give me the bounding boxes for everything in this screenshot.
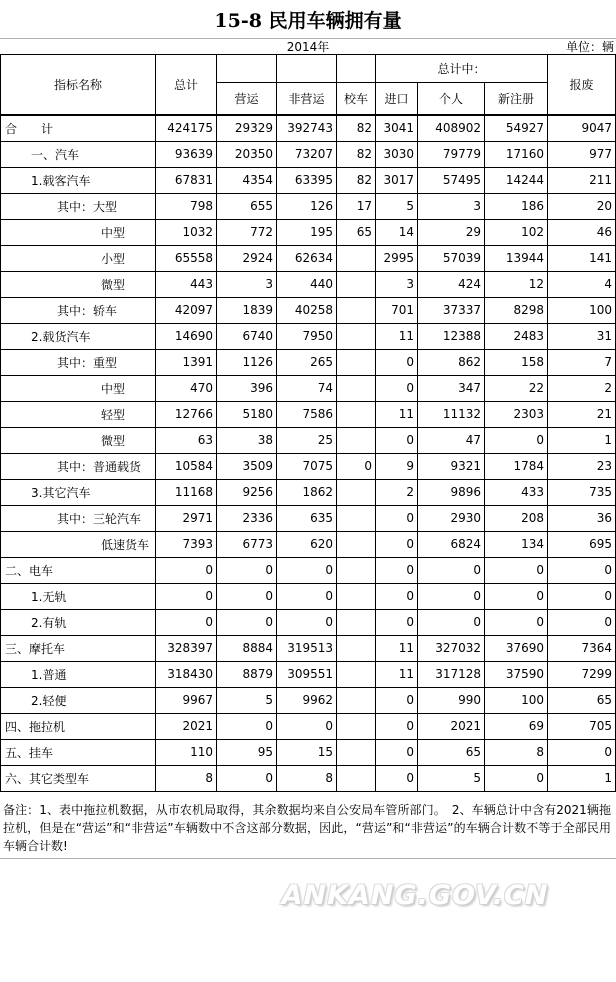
- cell-personal: 57039: [418, 245, 485, 271]
- cell-personal: 862: [418, 349, 485, 375]
- cell-new-registered: 8: [485, 739, 548, 765]
- cell-non-operating: 62634: [277, 245, 337, 271]
- table-row: [1, 193, 616, 219]
- cell-total: 8: [156, 765, 217, 791]
- cell-total: 2021: [156, 713, 217, 739]
- header-indicator: 指标名称: [1, 55, 156, 115]
- cell-imported: 0: [376, 375, 418, 401]
- cell-school-bus: [337, 297, 376, 323]
- table-row: [1, 219, 616, 245]
- cell-imported: 0: [376, 557, 418, 583]
- cell-non-operating: 0: [277, 557, 337, 583]
- cell-imported: 3030: [376, 141, 418, 167]
- vehicle-ownership-table: [0, 54, 616, 792]
- row-label: 1.载客汽车: [1, 167, 156, 193]
- cell-non-operating: 620: [277, 531, 337, 557]
- cell-school-bus: [337, 635, 376, 661]
- cell-new-registered: 0: [485, 427, 548, 453]
- cell-scrapped: 4: [548, 271, 616, 297]
- header-imported: 进口: [376, 83, 418, 115]
- cell-scrapped: 211: [548, 167, 616, 193]
- header-blank-c: [337, 55, 376, 83]
- row-label: 五、挂车: [1, 739, 156, 765]
- table-body: [1, 115, 616, 792]
- cell-operating: 29329: [217, 115, 277, 142]
- row-label: 1.普通: [1, 661, 156, 687]
- table-subheader: [0, 38, 616, 55]
- cell-total: 110: [156, 739, 217, 765]
- row-label: 六、其它类型车: [1, 765, 156, 791]
- cell-new-registered: 14244: [485, 167, 548, 193]
- table-row: [1, 375, 616, 401]
- cell-personal: 12388: [418, 323, 485, 349]
- cell-total: 67831: [156, 167, 217, 193]
- cell-operating: 5180: [217, 401, 277, 427]
- cell-total: 0: [156, 609, 217, 635]
- header-of-total: 总计中：: [376, 55, 548, 83]
- table-row: [1, 531, 616, 557]
- cell-non-operating: 8: [277, 765, 337, 791]
- table-row: [1, 765, 616, 791]
- cell-new-registered: 186: [485, 193, 548, 219]
- cell-school-bus: 82: [337, 167, 376, 193]
- cell-operating: 396: [217, 375, 277, 401]
- cell-non-operating: 392743: [277, 115, 337, 142]
- cell-new-registered: 0: [485, 765, 548, 791]
- table-row: [1, 297, 616, 323]
- cell-operating: 0: [217, 765, 277, 791]
- cell-new-registered: 13944: [485, 245, 548, 271]
- cell-personal: 0: [418, 609, 485, 635]
- cell-total: 1391: [156, 349, 217, 375]
- cell-personal: 424: [418, 271, 485, 297]
- cell-new-registered: 100: [485, 687, 548, 713]
- cell-school-bus: 82: [337, 141, 376, 167]
- row-label: 其中：轿车: [1, 297, 156, 323]
- cell-non-operating: 1862: [277, 479, 337, 505]
- header-blank-a: [217, 55, 277, 83]
- cell-school-bus: 0: [337, 453, 376, 479]
- cell-personal: 2930: [418, 505, 485, 531]
- cell-imported: 701: [376, 297, 418, 323]
- cell-non-operating: 319513: [277, 635, 337, 661]
- cell-imported: 0: [376, 531, 418, 557]
- cell-personal: 37337: [418, 297, 485, 323]
- header-personal: 个人: [418, 83, 485, 115]
- cell-new-registered: 54927: [485, 115, 548, 142]
- cell-scrapped: 1: [548, 765, 616, 791]
- cell-imported: 11: [376, 635, 418, 661]
- cell-scrapped: 46: [548, 219, 616, 245]
- cell-imported: 0: [376, 713, 418, 739]
- cell-personal: 65: [418, 739, 485, 765]
- cell-personal: 347: [418, 375, 485, 401]
- row-label: 三、摩托车: [1, 635, 156, 661]
- cell-operating: 8884: [217, 635, 277, 661]
- cell-new-registered: 17160: [485, 141, 548, 167]
- cell-scrapped: 1: [548, 427, 616, 453]
- cell-school-bus: [337, 401, 376, 427]
- cell-new-registered: 433: [485, 479, 548, 505]
- cell-imported: 3017: [376, 167, 418, 193]
- unit-label: 单位：辆: [565, 40, 614, 54]
- cell-total: 14690: [156, 323, 217, 349]
- cell-imported: 5: [376, 193, 418, 219]
- cell-scrapped: 9047: [548, 115, 616, 142]
- cell-total: 65558: [156, 245, 217, 271]
- cell-non-operating: 0: [277, 713, 337, 739]
- table-row: [1, 505, 616, 531]
- cell-non-operating: 265: [277, 349, 337, 375]
- cell-total: 1032: [156, 219, 217, 245]
- cell-operating: 0: [217, 557, 277, 583]
- cell-total: 7393: [156, 531, 217, 557]
- cell-imported: 2: [376, 479, 418, 505]
- cell-total: 42097: [156, 297, 217, 323]
- row-label: 3.其它汽车: [1, 479, 156, 505]
- cell-scrapped: 0: [548, 557, 616, 583]
- cell-personal: 327032: [418, 635, 485, 661]
- cell-non-operating: 195: [277, 219, 337, 245]
- cell-imported: 0: [376, 687, 418, 713]
- row-label: 2.载货汽车: [1, 323, 156, 349]
- cell-scrapped: 7299: [548, 661, 616, 687]
- cell-scrapped: 695: [548, 531, 616, 557]
- cell-scrapped: 23: [548, 453, 616, 479]
- cell-personal: 11132: [418, 401, 485, 427]
- cell-school-bus: [337, 687, 376, 713]
- header-operating: 营运: [217, 83, 277, 115]
- cell-school-bus: 65: [337, 219, 376, 245]
- cell-personal: 2021: [418, 713, 485, 739]
- cell-school-bus: [337, 557, 376, 583]
- table-row: [1, 557, 616, 583]
- header-blank-b: [277, 55, 337, 83]
- header-total: 总计: [156, 55, 217, 115]
- cell-non-operating: 7075: [277, 453, 337, 479]
- cell-total: 0: [156, 557, 217, 583]
- cell-total: 93639: [156, 141, 217, 167]
- cell-new-registered: 158: [485, 349, 548, 375]
- table-row: [1, 271, 616, 297]
- cell-imported: 0: [376, 739, 418, 765]
- cell-personal: 0: [418, 557, 485, 583]
- cell-total: 0: [156, 583, 217, 609]
- row-label: 合 计: [1, 115, 156, 142]
- cell-total: 11168: [156, 479, 217, 505]
- cell-non-operating: 25: [277, 427, 337, 453]
- row-label: 微型: [1, 427, 156, 453]
- cell-new-registered: 0: [485, 583, 548, 609]
- cell-operating: 3509: [217, 453, 277, 479]
- cell-new-registered: 69: [485, 713, 548, 739]
- cell-operating: 772: [217, 219, 277, 245]
- footnote-divider: [0, 858, 616, 859]
- row-label: 低速货车: [1, 531, 156, 557]
- cell-non-operating: 63395: [277, 167, 337, 193]
- table-row: [1, 635, 616, 661]
- cell-non-operating: 40258: [277, 297, 337, 323]
- cell-operating: 1839: [217, 297, 277, 323]
- cell-personal: 29: [418, 219, 485, 245]
- cell-new-registered: 22: [485, 375, 548, 401]
- cell-total: 328397: [156, 635, 217, 661]
- header-school-bus: 校车: [337, 83, 376, 115]
- row-label: 二、电车: [1, 557, 156, 583]
- cell-personal: 3: [418, 193, 485, 219]
- row-label: 四、拖拉机: [1, 713, 156, 739]
- cell-total: 470: [156, 375, 217, 401]
- cell-personal: 317128: [418, 661, 485, 687]
- table-row: [1, 739, 616, 765]
- cell-operating: 2924: [217, 245, 277, 271]
- cell-scrapped: 2: [548, 375, 616, 401]
- table-row: [1, 141, 616, 167]
- cell-scrapped: 31: [548, 323, 616, 349]
- cell-personal: 79779: [418, 141, 485, 167]
- cell-new-registered: 2303: [485, 401, 548, 427]
- cell-total: 12766: [156, 401, 217, 427]
- cell-non-operating: 635: [277, 505, 337, 531]
- cell-non-operating: 440: [277, 271, 337, 297]
- row-label: 其中：三轮汽车: [1, 505, 156, 531]
- cell-imported: 0: [376, 609, 418, 635]
- table-row: [1, 479, 616, 505]
- cell-personal: 0: [418, 583, 485, 609]
- cell-personal: 47: [418, 427, 485, 453]
- cell-total: 9967: [156, 687, 217, 713]
- table-row: [1, 167, 616, 193]
- cell-personal: 57495: [418, 167, 485, 193]
- row-label: 其中：普通载货: [1, 453, 156, 479]
- cell-scrapped: 0: [548, 609, 616, 635]
- cell-scrapped: 141: [548, 245, 616, 271]
- cell-scrapped: 65: [548, 687, 616, 713]
- cell-scrapped: 100: [548, 297, 616, 323]
- table-row: [1, 713, 616, 739]
- cell-new-registered: 37590: [485, 661, 548, 687]
- cell-personal: 990: [418, 687, 485, 713]
- row-label: 一、汽车: [1, 141, 156, 167]
- cell-operating: 0: [217, 713, 277, 739]
- cell-personal: 408902: [418, 115, 485, 142]
- cell-new-registered: 12: [485, 271, 548, 297]
- cell-scrapped: 735: [548, 479, 616, 505]
- cell-scrapped: 705: [548, 713, 616, 739]
- cell-imported: 11: [376, 401, 418, 427]
- cell-school-bus: [337, 583, 376, 609]
- row-label: 1.无轨: [1, 583, 156, 609]
- cell-operating: 95: [217, 739, 277, 765]
- cell-school-bus: [337, 661, 376, 687]
- table-row: [1, 323, 616, 349]
- cell-school-bus: [337, 271, 376, 297]
- cell-imported: 14: [376, 219, 418, 245]
- row-label: 中型: [1, 375, 156, 401]
- cell-total: 443: [156, 271, 217, 297]
- row-label: 微型: [1, 271, 156, 297]
- cell-school-bus: [337, 609, 376, 635]
- table-row: [1, 687, 616, 713]
- cell-school-bus: [337, 245, 376, 271]
- cell-scrapped: 20: [548, 193, 616, 219]
- cell-non-operating: 7950: [277, 323, 337, 349]
- table-row: [1, 661, 616, 687]
- cell-school-bus: [337, 349, 376, 375]
- table-row: [1, 401, 616, 427]
- cell-operating: 38: [217, 427, 277, 453]
- cell-imported: 9: [376, 453, 418, 479]
- cell-non-operating: 15: [277, 739, 337, 765]
- cell-new-registered: 1784: [485, 453, 548, 479]
- cell-personal: 6824: [418, 531, 485, 557]
- cell-scrapped: 21: [548, 401, 616, 427]
- cell-scrapped: 0: [548, 583, 616, 609]
- cell-new-registered: 37690: [485, 635, 548, 661]
- row-label: 2.轻便: [1, 687, 156, 713]
- cell-total: 2971: [156, 505, 217, 531]
- cell-imported: 0: [376, 349, 418, 375]
- cell-new-registered: 0: [485, 609, 548, 635]
- cell-scrapped: 7: [548, 349, 616, 375]
- cell-imported: 3041: [376, 115, 418, 142]
- cell-school-bus: [337, 739, 376, 765]
- row-label: 其中：重型: [1, 349, 156, 375]
- cell-non-operating: 126: [277, 193, 337, 219]
- cell-school-bus: [337, 531, 376, 557]
- cell-total: 424175: [156, 115, 217, 142]
- header-non-operating: 非营运: [277, 83, 337, 115]
- cell-total: 10584: [156, 453, 217, 479]
- row-label: 2.有轨: [1, 609, 156, 635]
- cell-scrapped: 977: [548, 141, 616, 167]
- cell-personal: 5: [418, 765, 485, 791]
- cell-school-bus: 82: [337, 115, 376, 142]
- cell-school-bus: [337, 479, 376, 505]
- table-row: [1, 583, 616, 609]
- table-row: [1, 245, 616, 271]
- cell-imported: 11: [376, 323, 418, 349]
- cell-non-operating: 73207: [277, 141, 337, 167]
- cell-new-registered: 8298: [485, 297, 548, 323]
- cell-school-bus: [337, 505, 376, 531]
- cell-operating: 5: [217, 687, 277, 713]
- footnote: 备注：1、表中拖拉机数据，从市农机局取得，其余数据均来自公安局车管所部门。 2、车辆总计中含有2021辆拖拉机，但是在“营运”和“非营运”车辆数中不含这部分数据，因此，“营运”和“非营运”的车辆合计数不等于全部民用车辆合计数!: [3, 803, 611, 853]
- cell-personal: 9896: [418, 479, 485, 505]
- table-row: [1, 609, 616, 635]
- cell-new-registered: 2483: [485, 323, 548, 349]
- cell-school-bus: [337, 323, 376, 349]
- cell-personal: 9321: [418, 453, 485, 479]
- cell-imported: 0: [376, 765, 418, 791]
- cell-operating: 655: [217, 193, 277, 219]
- row-label: 轻型: [1, 401, 156, 427]
- cell-imported: 0: [376, 583, 418, 609]
- cell-imported: 3: [376, 271, 418, 297]
- cell-non-operating: 74: [277, 375, 337, 401]
- cell-scrapped: 36: [548, 505, 616, 531]
- cell-imported: 0: [376, 505, 418, 531]
- cell-non-operating: 9962: [277, 687, 337, 713]
- table-row: [1, 427, 616, 453]
- row-label: 其中：大型: [1, 193, 156, 219]
- cell-new-registered: 134: [485, 531, 548, 557]
- site-watermark: ANKANG.GOV.CN: [281, 880, 549, 911]
- cell-imported: 11: [376, 661, 418, 687]
- year-label: 2014年: [286, 40, 330, 54]
- cell-operating: 0: [217, 583, 277, 609]
- row-label: 中型: [1, 219, 156, 245]
- cell-school-bus: 17: [337, 193, 376, 219]
- cell-scrapped: 0: [548, 739, 616, 765]
- table-row: [1, 349, 616, 375]
- cell-non-operating: 7586: [277, 401, 337, 427]
- cell-operating: 8879: [217, 661, 277, 687]
- cell-non-operating: 0: [277, 583, 337, 609]
- cell-operating: 4354: [217, 167, 277, 193]
- row-label: 小型: [1, 245, 156, 271]
- header-scrapped: 报废: [548, 55, 616, 115]
- cell-non-operating: 309551: [277, 661, 337, 687]
- cell-school-bus: [337, 765, 376, 791]
- header-new-registered: 新注册: [485, 83, 548, 115]
- cell-operating: 1126: [217, 349, 277, 375]
- cell-operating: 3: [217, 271, 277, 297]
- cell-total: 798: [156, 193, 217, 219]
- table-title: 15-8 民用车辆拥有量: [214, 10, 402, 32]
- cell-imported: 2995: [376, 245, 418, 271]
- table-row: [1, 115, 616, 142]
- cell-operating: 20350: [217, 141, 277, 167]
- cell-school-bus: [337, 375, 376, 401]
- cell-non-operating: 0: [277, 609, 337, 635]
- cell-operating: 9256: [217, 479, 277, 505]
- cell-operating: 0: [217, 609, 277, 635]
- cell-operating: 2336: [217, 505, 277, 531]
- table-row: [1, 453, 616, 479]
- cell-school-bus: [337, 713, 376, 739]
- cell-imported: 0: [376, 427, 418, 453]
- cell-scrapped: 7364: [548, 635, 616, 661]
- cell-new-registered: 102: [485, 219, 548, 245]
- cell-new-registered: 208: [485, 505, 548, 531]
- cell-new-registered: 0: [485, 557, 548, 583]
- cell-operating: 6773: [217, 531, 277, 557]
- cell-total: 318430: [156, 661, 217, 687]
- cell-operating: 6740: [217, 323, 277, 349]
- cell-school-bus: [337, 427, 376, 453]
- cell-total: 63: [156, 427, 217, 453]
